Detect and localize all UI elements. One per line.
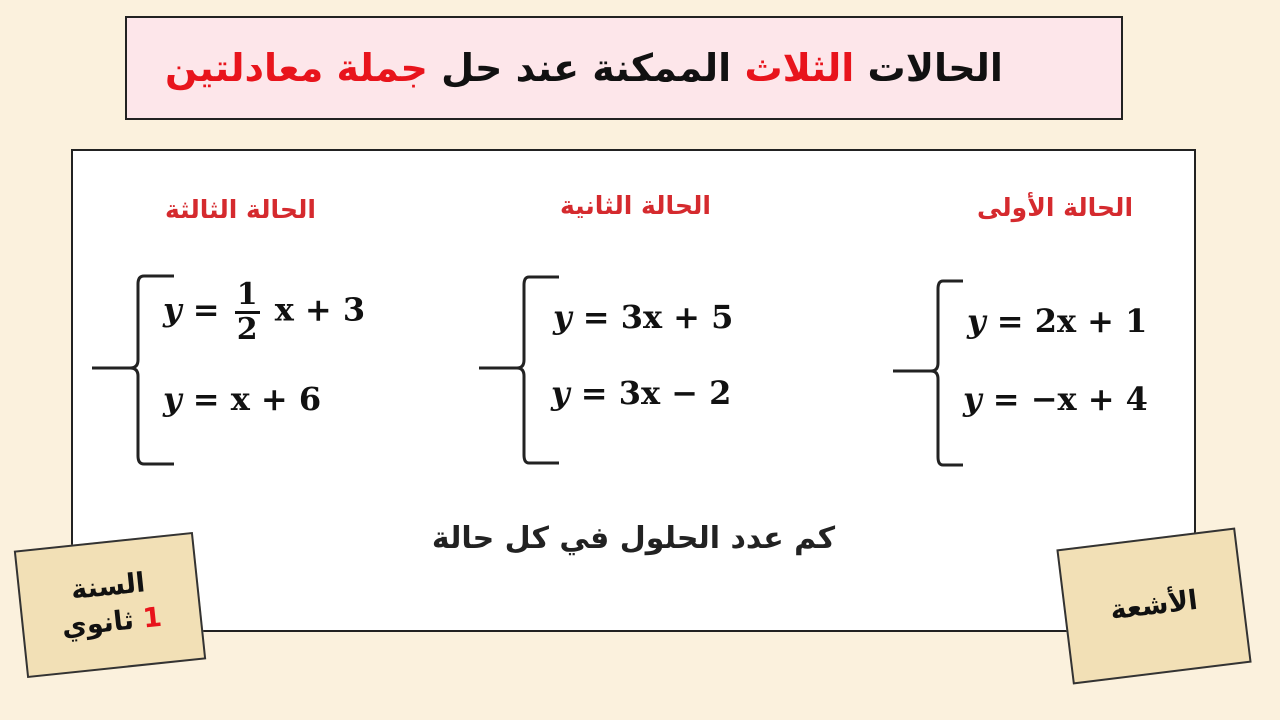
page-title <box>165 46 1003 90</box>
level-value: 1 ثانوي <box>60 601 164 644</box>
level-badge <box>14 532 206 678</box>
case-3-title: الحالة الثالثة <box>165 195 316 224</box>
cases-card <box>71 149 1196 632</box>
title-part-4: جملة معادلتين <box>165 46 428 90</box>
case-1-equation-2: y = −x + 4 <box>963 380 1148 418</box>
case-2-brace <box>477 275 557 465</box>
title-part-3: الممكنة عند حل <box>441 46 732 90</box>
fraction: $\frac{1}{2}$ <box>236 277 258 347</box>
case-3-equation-1: y = $\frac{1}{2}$ x + 3 <box>163 277 366 347</box>
title-banner <box>125 16 1123 120</box>
case-3-equation-2: y = x + 6 <box>163 380 322 418</box>
topic-badge <box>1056 528 1251 685</box>
title-part-2: الثلاث <box>744 46 855 90</box>
case-2-equation-2: y = 3x − 2 <box>551 374 732 412</box>
topic-label: الأشعة <box>1108 584 1200 627</box>
case-1-equation-1: y = 2x + 1 <box>967 302 1148 340</box>
case-1-title: الحالة الأولى <box>977 193 1134 222</box>
question-text: كم عدد الحلول في كل حالة <box>431 521 836 556</box>
title-part-1: الحالات <box>867 46 1003 90</box>
case-2-equation-1: y = 3x + 5 <box>553 298 734 336</box>
case-2-title: الحالة الثانية <box>560 191 711 220</box>
level-label: السنة <box>69 566 147 606</box>
case-1-brace <box>891 279 971 467</box>
